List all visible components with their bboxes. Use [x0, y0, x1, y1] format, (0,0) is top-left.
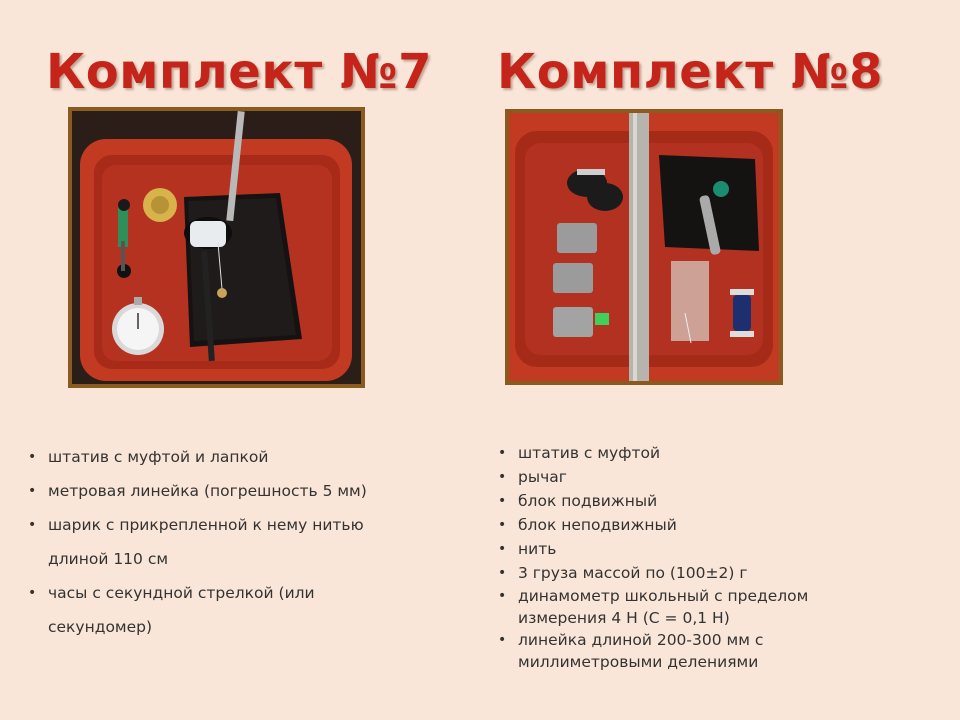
item-text: штатив с муфтой — [518, 444, 661, 462]
kit-7-photo-illustration — [72, 111, 361, 384]
bullet: • — [498, 541, 507, 557]
list-item — [498, 441, 858, 465]
list-item — [498, 629, 818, 673]
list-item — [498, 489, 858, 513]
item-text: часы с секундной стрелкой (или секундомер) — [48, 584, 315, 636]
item-text: рычаг — [518, 468, 567, 486]
item-text: метровая линейка (погрешность 5 мм) — [48, 482, 367, 500]
kit-7-photo — [68, 107, 365, 388]
item-text: линейка длиной 200-300 мм с миллиметровыми делениями — [518, 631, 764, 671]
bullet: • — [498, 588, 507, 604]
kit-7-title: Комплект №7 — [46, 44, 433, 100]
list-item — [28, 474, 448, 508]
item-text: штатив с муфтой и лапкой — [48, 448, 269, 466]
bullet: • — [498, 469, 507, 485]
bullet: • — [498, 493, 507, 509]
kit-7-list — [28, 440, 448, 644]
item-text: шарик с прикрепленной к нему нитью длиной 110 см — [48, 516, 364, 568]
bullet: • — [28, 517, 37, 533]
list-item — [498, 561, 858, 585]
list-item — [498, 537, 858, 561]
list-item — [498, 465, 858, 489]
item-text: динамометр школьный с пределом измерения 4 Н (С = 0,1 Н) — [518, 587, 809, 627]
kit-8-title: Комплект №8 — [497, 44, 884, 100]
kit-8-photo — [505, 109, 783, 385]
bullet: • — [498, 632, 507, 648]
item-text: блок подвижный — [518, 492, 658, 510]
list-item — [28, 440, 448, 474]
item-text: 3 груза массой по (100±2) г — [518, 564, 748, 582]
list-item — [28, 508, 408, 576]
list-item — [498, 585, 838, 629]
bullet: • — [28, 585, 37, 601]
bullet: • — [498, 565, 507, 581]
kit-8-photo-illustration — [509, 113, 779, 381]
list-item — [498, 513, 858, 537]
bullet: • — [498, 517, 507, 533]
kit-8-list — [498, 441, 858, 673]
bullet: • — [498, 445, 507, 461]
item-text: нить — [518, 540, 557, 558]
bullet: • — [28, 483, 37, 499]
list-item — [28, 576, 378, 644]
bullet: • — [28, 449, 37, 465]
item-text: блок неподвижный — [518, 516, 677, 534]
